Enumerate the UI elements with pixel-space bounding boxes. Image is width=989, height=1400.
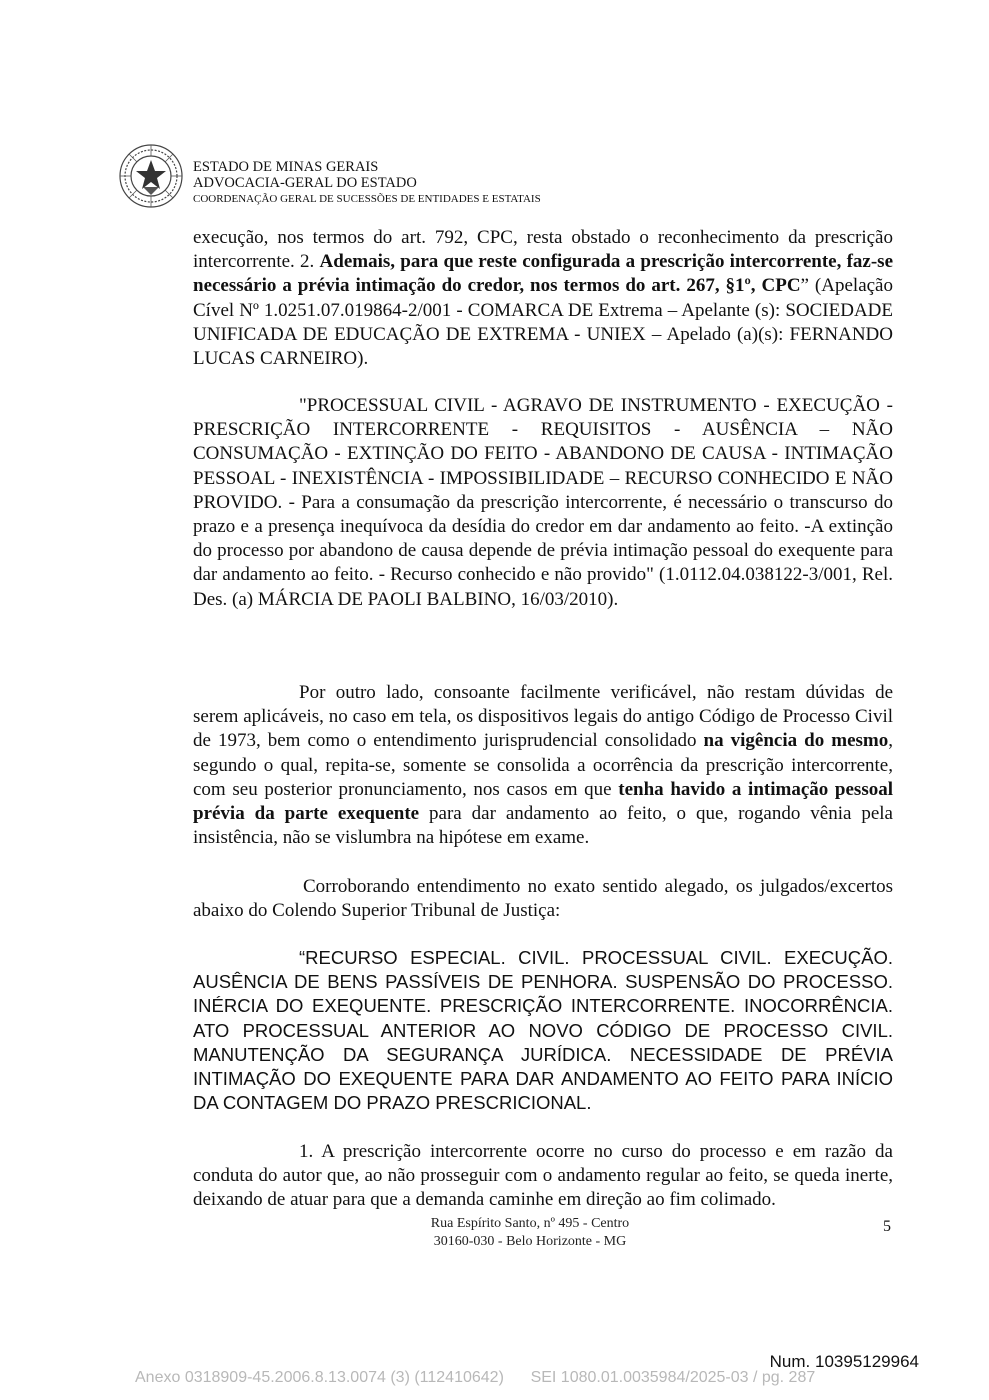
header-state: ESTADO DE MINAS GERAIS	[193, 159, 379, 175]
text-segment: ” (Apelação Cível Nº 1.0251.07.019864-2/001 - COMARCA DE Extrema – Apelante (s): SOCIEDADE UNIFICADA DE EDUCAÇÃO DE EXTREMA - UNIEX – Apelado (a)(s): FERNANDO LUCAS CARNEIRO).	[193, 275, 893, 370]
paragraph-argument	[193, 681, 893, 850]
footer-address-line1: Rua Espírito Santo, nº 495 - Centro	[430, 1216, 630, 1231]
corroborating-text: Corroborando entendimento no exato sentido alegado, os julgados/excertos abaixo do Colendo Superior Tribunal de Justiça:	[193, 876, 893, 922]
document-number: Num. 10395129964	[769, 1352, 919, 1371]
text-segment: , segundo o qual, repita-se, somente se consolida a ocorrência da prescrição intercorrente, com seu posterior pronunciamento, nos casos em que	[193, 730, 893, 800]
text-segment: Por outro lado, consoante facilmente verificável, não restam dúvidas de serem aplicáveis, no caso em tela, os dispositivos legais do antigo Código de Processo Civil de 1973, bem como o entendimento jurisprudencial consolidado	[193, 682, 893, 752]
bold-segment: na vigência do mesmo	[703, 730, 889, 752]
document-footer	[380, 1215, 680, 1251]
paragraph-citation-continuation	[193, 226, 893, 371]
state-seal-icon	[118, 143, 184, 209]
header-agency: ADVOCACIA-GERAL DO ESTADO	[193, 175, 417, 191]
bold-segment: tenha havido a intimação pessoal prévia da parte exequente	[193, 778, 893, 825]
document-header	[193, 159, 541, 207]
text-segment: para dar andamento ao feito, o que, rogando vênia pela insistência, não se vislumbra na hipótese em exame.	[193, 803, 893, 849]
paragraph-item-1	[193, 1140, 893, 1213]
paragraph-agravo-citation	[193, 394, 893, 612]
item-1-text: 1. A prescrição intercorrente ocorre no curso do processo e em razão da conduta do autor que, ao não prosseguir com o andamento regular ao feito, se queda inerte, deixando de atuar para que a demanda caminhe em direção ao fim colimado.	[193, 1141, 893, 1211]
paragraph-stj-ementa	[193, 946, 893, 1115]
ementa-text: “RECURSO ESPECIAL. CIVIL. PROCESSUAL CIVIL. EXECUÇÃO. AUSÊNCIA DE BENS PASSÍVEIS DE PENHORA. SUSPENSÃO DO PROCESSO. INÉRCIA DO EXEQUENTE. PRESCRIÇÃO INTERCORRENTE. INOCORRÊNCIA. ATO PROCESSUAL ANTERIOR AO NOVO CÓDIGO DE PROCESSO CIVIL. MANUTENÇÃO DA SEGURANÇA JURÍDICA. NECESSIDADE DE PRÉVIA INTIMAÇÃO DO EXEQUENTE PARA DAR ANDAMENTO AO FEITO PARA INÍCIO DA CONTAGEM DO PRAZO PRESCRICIONAL.	[193, 947, 893, 1114]
citation-text: "PROCESSUAL CIVIL - AGRAVO DE INSTRUMENTO - EXECUÇÃO - PRESCRIÇÃO INTERCORRENTE - REQUISITOS - AUSÊNCIA – NÃO CONSUMAÇÃO - EXTINÇÃO DO FEITO - ABANDONO DE CAUSA - INTIMAÇÃO PESSOAL - INEXISTÊNCIA - IMPOSSIBILIDADE – RECURSO CONHECIDO E NÃO PROVIDO. - Para a consumação da prescrição intercorrente, é necessário o transcurso do prazo e a presença inequívoca da desídia do credor em dar andamento ao feito. -A extinção do processo por abandono de causa depende de prévia intimação pessoal do exequente para dar andamento ao feito. - Recurso conhecido e não provido" (1.0112.04.038122-3/001, Rel. Des. (a) MÁRCIA DE PAOLI BALBINO, 16/03/2010).	[193, 395, 893, 610]
bold-segment: Ademais, para que reste configurada a prescrição intercorrente, faz-se necessário a prévia intimação do credor, nos termos do art. 267, §1º, CPC	[193, 251, 893, 297]
page-number: 5	[883, 1218, 891, 1235]
paragraph-corroborating	[193, 875, 893, 923]
annex-watermark: Anexo 0318909-45.2006.8.13.0074 (3) (112410642) SEI 1080.01.0035984/2025-03 / pg. 287	[135, 1369, 816, 1386]
header-department: COORDENAÇÃO GERAL DE SUCESSÕES DE ENTIDADES E ESTATAIS	[193, 193, 541, 205]
text-segment: execução, nos termos do art. 792, CPC, resta obstado o reconhecimento da prescrição intercorrente. 2.	[193, 227, 893, 273]
footer-address-line2: 30160-030 - Belo Horizonte - MG	[433, 1234, 627, 1249]
